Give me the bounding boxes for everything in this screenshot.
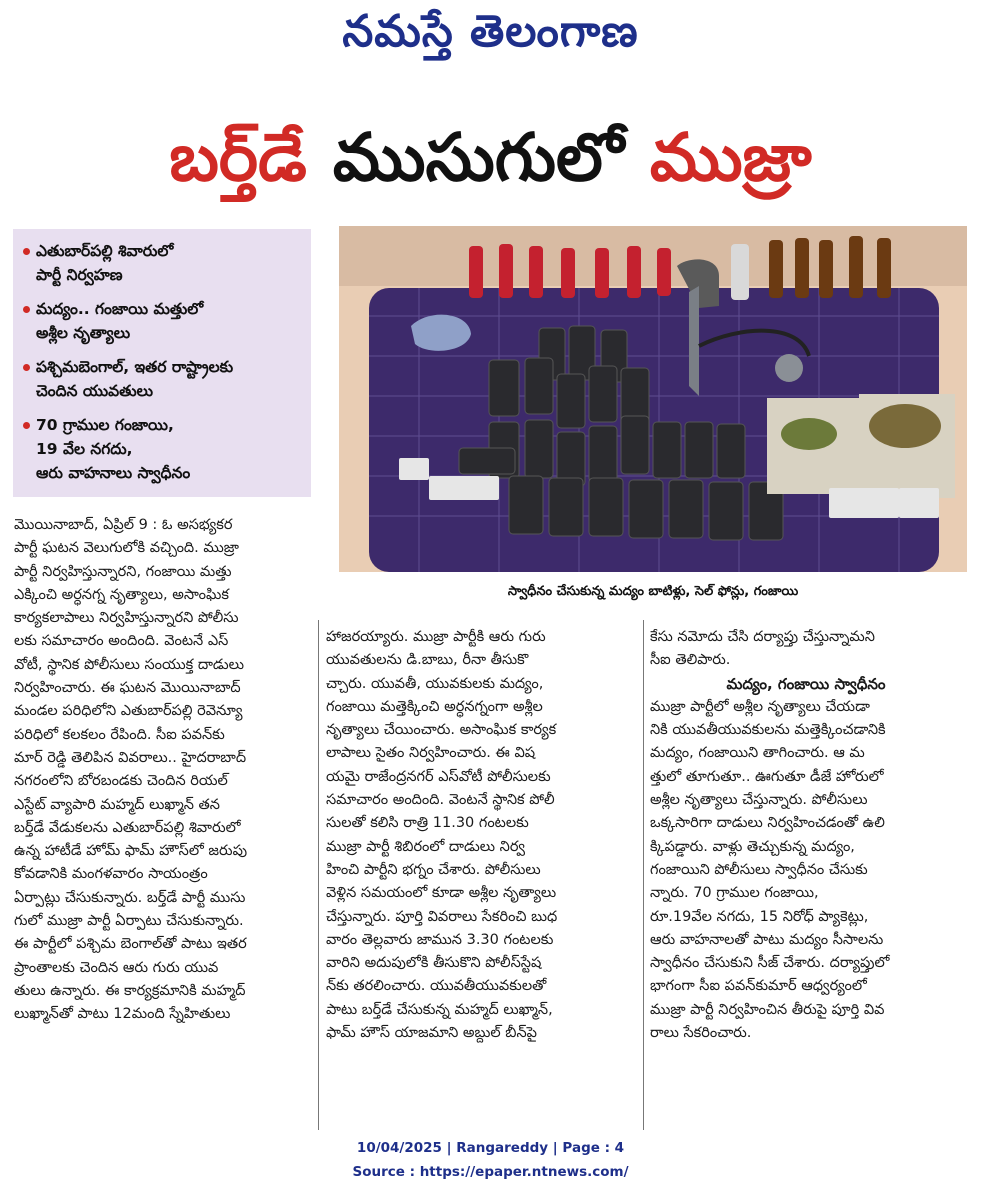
headline-part-2: ముసుగులో [332, 119, 624, 196]
column-divider [318, 620, 319, 1130]
article-line: ఆరు వాహనాలతో పాటు మద్యం సీసాలను [650, 931, 884, 948]
article-line: నృత్యాలు చేయించారు. అసాంఘిక కార్యక [326, 722, 557, 739]
article-line: మొయినాబాద్, ఏప్రిల్ 9 : ఓ అసభ్యకర [14, 517, 233, 533]
article-line: రాలు సేకరించారు. [650, 1025, 752, 1042]
article-line: చ్చారు. యువతీ, యువకులకు మద్యం, [326, 675, 544, 692]
article-line: భాగంగా సీఐ పవన్‌కుమార్ ఆధ్వర్యంలో [650, 978, 867, 995]
article-line: ముజ్రా పార్టీ నిర్వహించిన తీరుపై పూర్తి వివ [650, 1001, 885, 1018]
masthead: నమస్తే తెలంగాణ [342, 6, 639, 57]
article-line: అశ్లీల నృత్యాలు చేస్తున్నారు. పోలీసులు [650, 792, 868, 809]
article-column-2 [326, 626, 636, 1045]
article-line: తులు ఉన్నారు. ఈ కార్యక్రమానికి మహ్మద్ [14, 982, 246, 999]
footer-source-link[interactable]: Source : https://epaper.ntnews.com/ [352, 1164, 629, 1180]
article-line: మార్ రెడ్డి తెలిపిన వివరాలు.. హైదరాబాద్ [14, 749, 247, 766]
highlight-item [23, 355, 303, 403]
article-line: కేసు నమోదు చేసి దర్యాప్తు చేస్తున్నామని [650, 629, 875, 645]
article-line: పరిధిలో కలకలం రేపింది. సీఐ పవన్‌కు [14, 726, 225, 743]
article-line: నికి యువతీయువకులను మత్తెక్కించడానికి [650, 722, 886, 739]
bullet-icon [23, 306, 30, 313]
highlight-item [23, 239, 303, 287]
article-line: స్వాధీనం చేసుకుని సీజ్ చేశారు. దర్యాప్తులో [650, 955, 890, 972]
article-line: గంజాయి మత్తెక్కించి అర్ధనగ్నంగా అశ్లీల [326, 698, 543, 715]
article-line: గులో ముజ్రా పార్టీ ఏర్పాటు చేసుకున్నారు. [14, 913, 244, 930]
article-line: హించి పార్టీని భగ్నం చేశారు. పోలీసులు [326, 861, 541, 878]
article-line: క్కిపడ్డారు. వాళ్లు తెచ్చుకున్న మద్యం, [650, 838, 855, 855]
article-line: ఏర్పాట్లు చేసుకున్నారు. బర్త్‌డే పార్టీ ముసు [14, 889, 246, 906]
article-line: న్‌కు తరలించారు. యువతీయువకులతో [326, 978, 547, 995]
highlight-text: ఎతుబార్‌పల్లి శివారులో పార్టీ నిర్వహణ [36, 242, 174, 284]
article-line: మద్యం, గంజాయిని తాగించారు. ఆ మ [650, 745, 865, 762]
article-column-3 [650, 626, 962, 1045]
article-line: ముజ్రా పార్టీ శిబిరంలో దాడులు నిర్వ [326, 838, 526, 855]
article-line: బర్త్‌డే వేడుకలను ఎతుబార్‌పల్లి శివారులో [14, 819, 241, 836]
article-line: లుఖ్మాన్‌తో పాటు 12మంది స్నేహితులు [14, 1006, 231, 1023]
article-line: కోవడానికి మంగళవారం సాయంత్రం [14, 866, 208, 883]
article-line: వెళ్లిన సమయంలో కూడా అశ్లీల నృత్యాలు [326, 885, 557, 902]
article-line: ఒక్కసారిగా దాడులు నిర్వహించడంతో ఉలి [650, 815, 885, 832]
highlights-box [13, 229, 311, 497]
article-line: సీఐ తెలిపారు. [650, 652, 731, 669]
seized-items-photo [339, 226, 967, 572]
article-line: యమై రాజేంద్రనగర్ ఎస్‌వోటీ పోలీసులకు [326, 768, 551, 785]
article-line: నిర్వహించారు. ఈ ఘటన మొయినాబాద్ [14, 680, 241, 697]
article-line: ముజ్రా పార్టీలో అశ్లీల నృత్యాలు చేయడా [650, 698, 870, 715]
highlight-item [23, 413, 303, 485]
article-line: చేస్తున్నారు. పూర్తి వివరాలు సేకరించి బుధ [326, 908, 558, 925]
headline [0, 108, 981, 216]
article-line: సమాచారం అందింది. వెంటనే స్థానిక పోలీ [326, 792, 555, 809]
article-line: రూ.19వేల నగదు, 15 నిరోధ్ ప్యాకెట్లు, [650, 908, 869, 925]
footer-edition-info: 10/04/2025 | Rangareddy | Page : 4 [356, 1140, 625, 1156]
article-line: పార్టీ నిర్వహిస్తున్నారని, గంజాయి మత్తు [14, 563, 232, 580]
bullet-icon [23, 248, 30, 255]
article-line: యువతులను డి.బాబు, రీనా తీసుకొ [326, 652, 529, 669]
headline-part-3: ముజ్రా [649, 119, 812, 196]
article-line: మండల పరిధిలోని ఎతుబార్‌పల్లి రెవెన్యూ [14, 703, 243, 720]
highlight-text: పశ్చిమబెంగాల్, ఇతర రాష్ట్రాలకు చెందిన యువతులు [36, 358, 234, 400]
column-divider [643, 620, 644, 1130]
article-line: ఎస్టేట్ వ్యాపారి మహ్మద్ లుఖ్మాన్ తన [14, 796, 220, 813]
article-line: వారం తెల్లవారు జామున 3.30 గంటలకు [326, 931, 554, 948]
article-line: సులతో కలిసి రాత్రి 11.30 గంటలకు [326, 815, 529, 832]
article-line: ఉన్న హాటీడే హోమ్ ఫామ్ హౌస్‌లో జరుపు [14, 843, 248, 860]
article-line: ఎక్కించి అర్ధనగ్న నృత్యాలు, అసాంఘిక [14, 586, 229, 603]
article-line: త్తులో తూగుతూ.. ఊగుతూ డీజే హోరులో [650, 768, 884, 785]
article-line: వారిని అదుపులోకి తీసుకొని పోలీస్‌స్టేష [326, 955, 542, 972]
highlight-item [23, 297, 303, 345]
headline-part-1: బర్త్‌డే [169, 119, 307, 196]
article-line: ప్రాంతాలకు చెందిన ఆరు గురు యువ [14, 959, 219, 976]
article-line: పాటు బర్త్‌డే చేసుకున్న మహ్మద్ లుఖ్మాన్, [326, 1001, 553, 1018]
article-line: లాపాలు సైతం నిర్వహించారు. ఈ విష [326, 745, 536, 762]
article-line: గంజాయిని పోలీసులు స్వాధీనం చేసుకు [650, 861, 868, 878]
bullet-icon [23, 422, 30, 429]
article-line: కార్యకలాపాలు నిర్వహిస్తున్నారని పోలీసు [14, 610, 239, 627]
article-line: లకు సమాచారం అందింది. వెంటనే ఎస్ [14, 633, 229, 650]
article-line: హాజరయ్యారు. ముజ్రా పార్టీకి ఆరు గురు [326, 629, 546, 645]
article-column-1 [14, 514, 310, 1027]
section-subheading: మద్యం, గంజాయి స్వాధీనం [726, 674, 886, 693]
article-line: పార్టీ ఘటన వెలుగులోకి వచ్చింది. ముజ్రా [14, 540, 239, 557]
article-line: న్నారు. 70 గ్రాముల గంజాయి, [650, 885, 819, 902]
highlight-text: మద్యం.. గంజాయి మత్తులో అశ్లీల నృత్యాలు [36, 300, 204, 342]
photo-caption: స్వాధీనం చేసుకున్న మద్యం బాటిళ్లు, సెల్ ఫోన్లు, గంజాయి [507, 584, 799, 599]
article-line: ఫామ్ హౌస్ యాజమాని అబ్దుల్ బీన్‌పై [326, 1025, 537, 1042]
article-line: వోటీ, స్థానిక పోలీసులు సంయుక్త దాడులు [14, 656, 244, 673]
bullet-icon [23, 364, 30, 371]
article-line: ఈ పార్టీలో పశ్చిమ బెంగాల్‌తో పాటు ఇతర [14, 936, 247, 953]
article-line: నగరంలోని బోరబండకు చెందిన రియల్ [14, 773, 228, 790]
highlight-text: 70 గ్రాముల గంజాయి, 19 వేల నగదు, ఆరు వాహనాలు స్వాధీనం [36, 416, 191, 482]
